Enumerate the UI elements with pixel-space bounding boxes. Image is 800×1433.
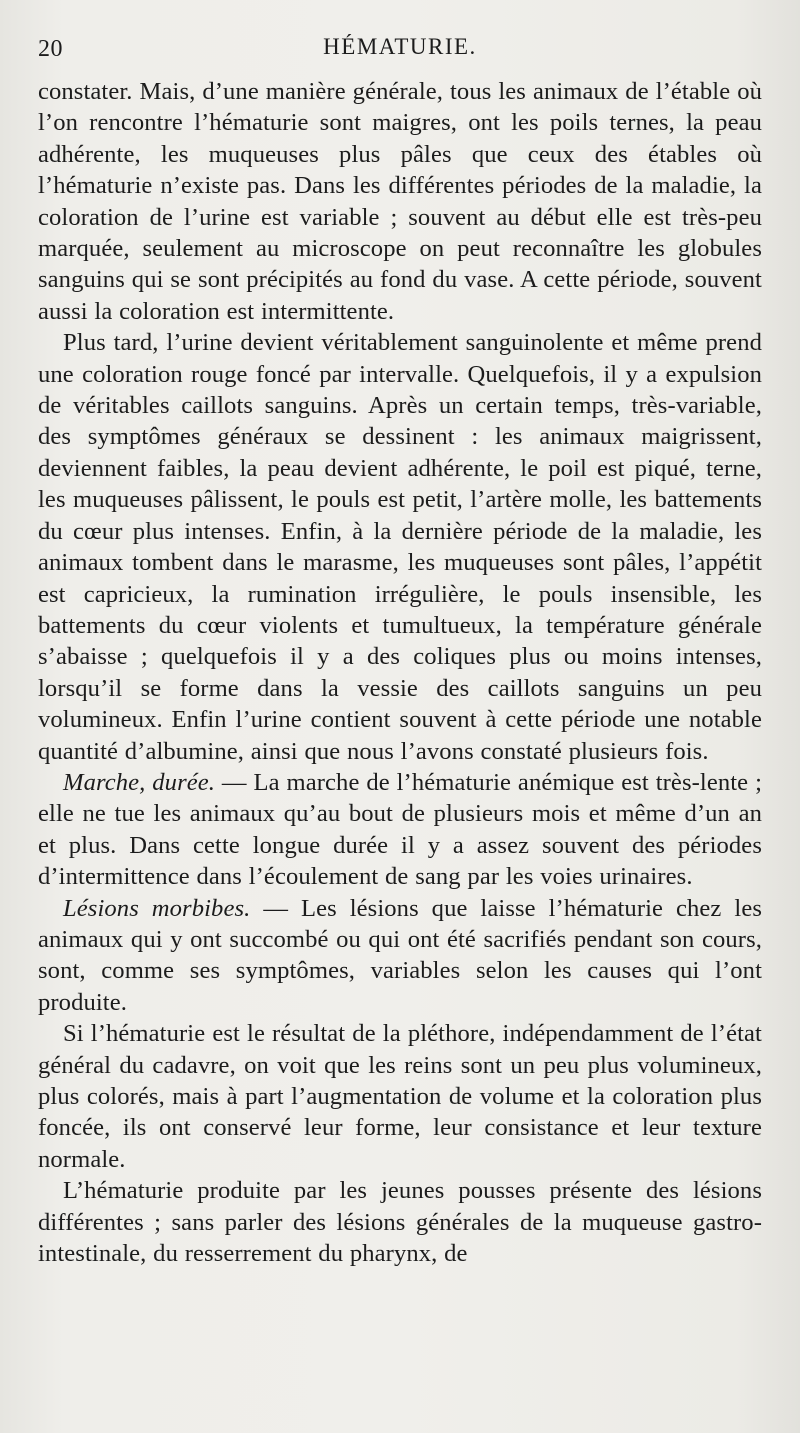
page-header	[38, 28, 762, 68]
page-number: 20	[38, 36, 63, 62]
paragraph-lesions	[38, 893, 762, 1019]
paragraph-marche-duree	[38, 767, 762, 893]
paragraph-text: constater. Mais, d’une manière générale, tous les animaux de l’étable où l’on rencontre l’hématurie sont maigres, ont les poils ternes, la peau adhérente, les muqueuses plus pâles que ceux des étables où l’hématurie n’existe pas. Dans les différentes périodes de la maladie, la coloration de l’urine est variable ; souvent au début elle est très-peu marquée, seulement au microscope on peut reconnaître les globules sanguins qui se sont précipités au fond du vase. A cette période, souvent aussi la coloration est intermittente.	[38, 78, 762, 325]
paragraph-plethore	[38, 1018, 762, 1175]
paragraph-symptoms	[38, 327, 762, 767]
body-text	[38, 76, 762, 1269]
paragraph-text: Si l’hématurie est le résultat de la pléthore, indépendamment de l’état général du cadavre, on voit que les reins sont un peu plus volumineux, plus colorés, mais à part l’augmentation de volume et la coloration plus foncée, ils ont conservé leur forme, leur consistance et leur texture normale.	[38, 1020, 762, 1173]
section-heading: Lésions morbibes.	[63, 894, 251, 922]
running-title: HÉMATURIE.	[323, 34, 477, 59]
paragraph-text: L’hématurie produite par les jeunes pousses présente des lésions différentes ; sans parler des lésions générales de la muqueuse gastro-intestinale, du resserrement du pharynx, de	[38, 1177, 762, 1268]
paragraph-text: — Les lésions que laisse l’hématurie chez les animaux qui y ont succombé ou qui ont été sacrifiés pendant son cours, sont, comme ses symptômes, variables selon les causes qui l’ont produite.	[38, 894, 763, 1016]
section-heading: Marche, durée.	[63, 768, 216, 796]
paragraph-continuation	[38, 76, 762, 327]
paragraph-jeunes-pousses	[38, 1175, 762, 1269]
paragraph-text: — La marche de l’hématurie anémique est très-lente ; elle ne tue les animaux qu’au bout de plusieurs mois et même d’un an et plus. Dans cette longue durée il y a assez souvent des périodes d’intermittence dans l’écoulement de sang par les voies urinaires.	[38, 768, 763, 891]
paragraph-text: Plus tard, l’urine devient véritablement sanguinolente et même prend une coloration rouge foncé par intervalle. Quelquefois, il y a expulsion de véritables caillots sanguins. Après un certain temps, très-variable, des symptômes généraux se dessinent : les animaux maigrissent, deviennent faibles, la peau devient adhérente, le poil est piqué, terne, les muqueuses pâlissent, le pouls est petit, l’artère molle, les battements du cœur plus intenses. Enfin, à la dernière période de la maladie, les animaux tombent dans le marasme, les muqueuses sont pâles, l’appétit est capricieux, la rumination irrégulière, le pouls insensible, les battements du cœur violents et tumultueux, la température générale s’abaisse ; quelquefois il y a des coliques plus ou moins intenses, lorsqu’il se forme dans la vessie des caillots sanguins un peu volumineux. Enfin l’urine contient souvent à cette période une notable quantité d’albumine, ainsi que nous l’avons constaté plusieurs fois.	[38, 329, 762, 765]
